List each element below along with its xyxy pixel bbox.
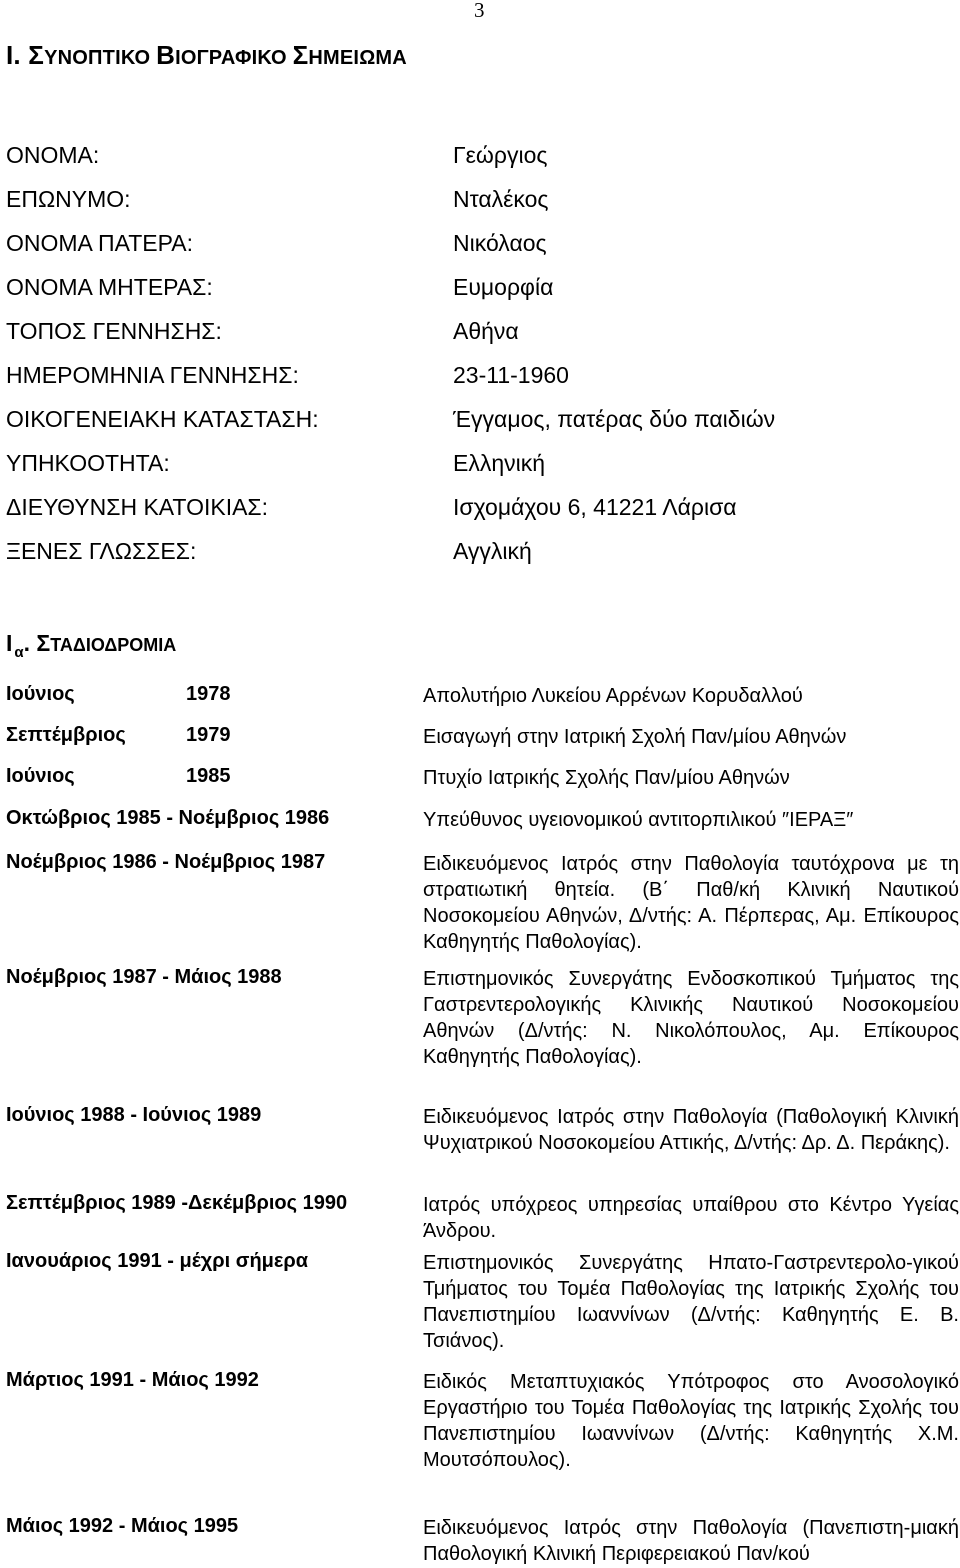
personal-label: ΕΠΩΝΥΜΟ:	[6, 186, 131, 212]
career-period: Νοέμβριος 1986 - Νοέμβριος 1987	[6, 851, 326, 873]
personal-value: Ελληνική	[453, 450, 546, 476]
career-year: 1985	[186, 765, 231, 787]
personal-row	[6, 494, 956, 538]
personal-row	[6, 450, 956, 494]
career-period: Ιανουάριος 1991 - μέχρι σήμερα	[6, 1250, 309, 1272]
personal-value: Ισχομάχου 6, 41221 Λάρισα	[453, 494, 737, 520]
career-description: Επιστημονικός Συνεργάτης Ηπατο-Γαστρεντερολο-γικού Τμήματος του Τομέα Παθολογίας της Ιατρικής Σχολής του Πανεπιστημίου Ιωαννίνων (Δ/ντής: Καθηγητής Ε. Β. Τσιάνος).	[423, 1252, 959, 1352]
career-period: Οκτώβριος 1985 - Νοέμβριος 1986	[6, 807, 330, 829]
career-period: Ιούνιος 1988 - Ιούνιος 1989	[6, 1104, 262, 1126]
section-dot: .	[23, 630, 31, 656]
career-period: Σεπτέμβριος 1989 -Δεκέμβριος 1990	[6, 1192, 348, 1214]
personal-value: 23-11-1960	[453, 362, 569, 388]
personal-label: ΔΙΕΥΘΥΝΣΗ ΚΑΤΟΙΚΙΑΣ:	[6, 494, 269, 520]
career-description: Πτυχίο Ιατρικής Σχολής Παν/μίου Αθηνών	[423, 767, 790, 789]
career-period	[6, 765, 231, 788]
career-description: Ειδικευόμενος Ιατρός στην Παθολογία ταυτόχρονα με τη στρατιωτική θητεία. (Β΄ Παθ/κή Κλινική Ναυτικού Νοσοκομείου Αθηνών, Δ/ντής: Α. Πέρπερας, Αμ. Επίκουρος Καθηγητής Παθολογίας).	[423, 853, 959, 953]
career-description: Επιστημονικός Συνεργάτης Ενδοσκοπικού Τμήματος της Γαστρεντερολογικής Κλινικής Ναυτικού Νοσοκομείου Αθηνών (Δ/ντής: Ν. Νικολόπουλος, Αμ. Επίκουρος Καθηγητής Παθολογίας).	[423, 968, 959, 1068]
title-cap-3: Σ	[292, 40, 309, 70]
career-year: 1979	[186, 724, 231, 746]
personal-value: Αγγλική	[453, 538, 532, 564]
career-period	[6, 724, 231, 747]
career-description: Ειδικευόμενος Ιατρός στην Παθολογία (Πανεπιστη-μιακή Παθολογική Κλινική Περιφερειακού Παν/κού	[423, 1517, 959, 1565]
personal-row	[6, 362, 956, 406]
personal-label: ΤΟΠΟΣ ΓΕΝΝΗΣΗΣ:	[6, 318, 222, 344]
personal-row	[6, 274, 956, 318]
career-year: 1978	[186, 683, 231, 705]
career-description: Ειδικευόμενος Ιατρός στην Παθολογία (Παθολογική Κλινική Ψυχιατρικού Νοσοκομείου Αττικής, Δ/ντής: Δρ. Δ. Περάκης).	[423, 1106, 959, 1154]
section-prefix: I	[6, 630, 13, 656]
personal-value: Νικόλαος	[453, 230, 547, 256]
personal-row	[6, 186, 956, 230]
personal-row	[6, 142, 956, 186]
title-part-3: ΗΜΕΙΩΜΑ	[308, 47, 407, 69]
section-cap: Σ	[36, 630, 51, 656]
career-description: Ιατρός υπόχρεος υπηρεσίας υπαίθρου στο Κέντρο Υγείας Άνδρου.	[423, 1194, 959, 1242]
personal-label: ΟΙΚΟΓΕΝΕΙΑΚΗ ΚΑΤΑΣΤΑΣΗ:	[6, 406, 319, 432]
personal-value: Έγγαμος, πατέρας δύο παιδιών	[453, 406, 776, 432]
career-period: Νοέμβριος 1987 - Μάιος 1988	[6, 966, 282, 988]
career-description: Ειδικός Μεταπτυχιακός Υπότροφος στο Ανοσολογικό Εργαστήριο του Τομέα Παθολογίας της Ιατρικής Σχολής του Πανεπιστημίου Ιωαννίνων (Δ/ντής: Καθηγητής Χ.Μ. Μουτσόπουλος).	[423, 1371, 959, 1471]
section-heading-career	[6, 630, 177, 661]
personal-value: Αθήνα	[453, 318, 519, 344]
title-part-2: ΙΟΓΡΑΦΙΚΟ	[175, 47, 293, 69]
page-title	[6, 40, 407, 71]
career-month: Σεπτέμβριος	[6, 724, 126, 746]
personal-label: ΟΝΟΜΑ:	[6, 142, 100, 168]
career-period: Μάρτιος 1991 - Μάιος 1992	[6, 1369, 259, 1391]
career-period	[6, 683, 231, 706]
personal-label: ΥΠΗΚΟΟΤΗΤΑ:	[6, 450, 170, 476]
personal-label: ΗΜΕΡΟΜΗΝΙΑ ΓΕΝΝΗΣΗΣ:	[6, 362, 299, 388]
career-month: Ιούνιος	[6, 683, 75, 705]
section-subscript: α	[14, 644, 24, 661]
title-prefix: I. Σ	[6, 40, 45, 70]
title-part-1: ΥΝΟΠΤΙΚΟ	[44, 47, 157, 69]
career-period: Μάιος 1992 - Μάιος 1995	[6, 1515, 239, 1537]
page-number: 3	[474, 0, 485, 22]
personal-details	[6, 142, 956, 582]
career-description: Εισαγωγή στην Ιατρική Σχολή Παν/μίου Αθηνών	[423, 726, 847, 748]
career-month: Ιούνιος	[6, 765, 75, 787]
career-description: Απολυτήριο Λυκείου Αρρένων Κορυδαλλού	[423, 685, 803, 707]
personal-value: Νταλέκος	[453, 186, 549, 212]
personal-value: Ευμορφία	[453, 274, 554, 300]
personal-row	[6, 230, 956, 274]
career-description: Υπεύθυνος υγειονομικού αντιτορπιλικού ″ΙΕΡΑΞ″	[423, 809, 854, 831]
title-cap-2: Β	[156, 40, 176, 70]
personal-row	[6, 406, 956, 450]
personal-value: Γεώργιος	[453, 142, 548, 168]
personal-label: ΟΝΟΜΑ ΠΑΤΕΡΑ:	[6, 230, 194, 256]
personal-label: ΟΝΟΜΑ ΜΗΤΕΡΑΣ:	[6, 274, 213, 300]
personal-row	[6, 538, 956, 582]
personal-label: ΞΕΝΕΣ ΓΛΩΣΣΕΣ:	[6, 538, 197, 564]
section-rest: ΤΑΔΙΟΔΡΟΜΙΑ	[50, 635, 177, 655]
personal-row	[6, 318, 956, 362]
